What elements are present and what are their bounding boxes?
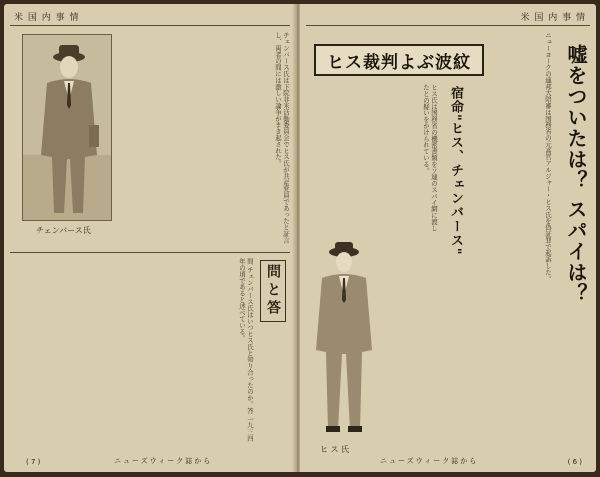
right-page-number: ( 6 ) xyxy=(567,458,582,466)
left-page xyxy=(4,4,296,472)
left-body-upper xyxy=(116,32,290,247)
left-body-lower xyxy=(14,258,254,443)
main-headline: 嘘をついたは？ スパイは？ xyxy=(564,44,588,304)
left-header-rule xyxy=(10,25,290,26)
right-text-b: ヒス氏は国務省の機密書類をソ連のスパイ網に渡したとの疑いをかけられている。 xyxy=(422,84,438,232)
chambers-photo xyxy=(22,34,112,221)
hiss-caption: ヒ ス 氏 xyxy=(320,445,350,454)
right-body-lower xyxy=(384,242,584,442)
left-mid-rule xyxy=(10,252,290,253)
right-header-rule xyxy=(306,25,590,26)
left-running-head: 米 国 内 事 情 xyxy=(14,13,80,23)
right-running-head: 米 国 内 事 情 xyxy=(520,13,586,23)
chambers-caption: チェンバース氏 xyxy=(36,226,91,235)
left-text-a: チェンバース氏は下院非米活動委員会でヒス氏が共産党員であったと証言し、両者の間には激しい論争がまき起された。 xyxy=(274,32,290,244)
hiss-figure-icon xyxy=(308,240,378,440)
sub-headline: 宿命"ヒス、チェンバース" xyxy=(448,86,463,256)
left-text-b: 問 チェンバース氏はいつヒス氏と知り合ったのか。答 一九三四年の頃であると述べている。 xyxy=(238,258,254,442)
chambers-figure-icon xyxy=(23,35,111,220)
right-footer: ニューズウィーク誌から xyxy=(380,457,479,465)
qa-section-title: 問と答 xyxy=(260,260,286,322)
left-page-number: ( 7 ) xyxy=(26,458,41,466)
right-page xyxy=(300,4,596,472)
banner-headline: ヒス裁判よぶ波紋 xyxy=(314,44,484,76)
left-footer: ニューズウィーク誌から xyxy=(114,457,213,465)
hiss-photo xyxy=(308,240,378,440)
right-body-upper xyxy=(314,84,438,234)
right-text-a: ニューヨークの連邦大陪審は国務省の元高官アルジャー・ヒス氏を偽証罪で起訴した。 xyxy=(544,32,552,282)
